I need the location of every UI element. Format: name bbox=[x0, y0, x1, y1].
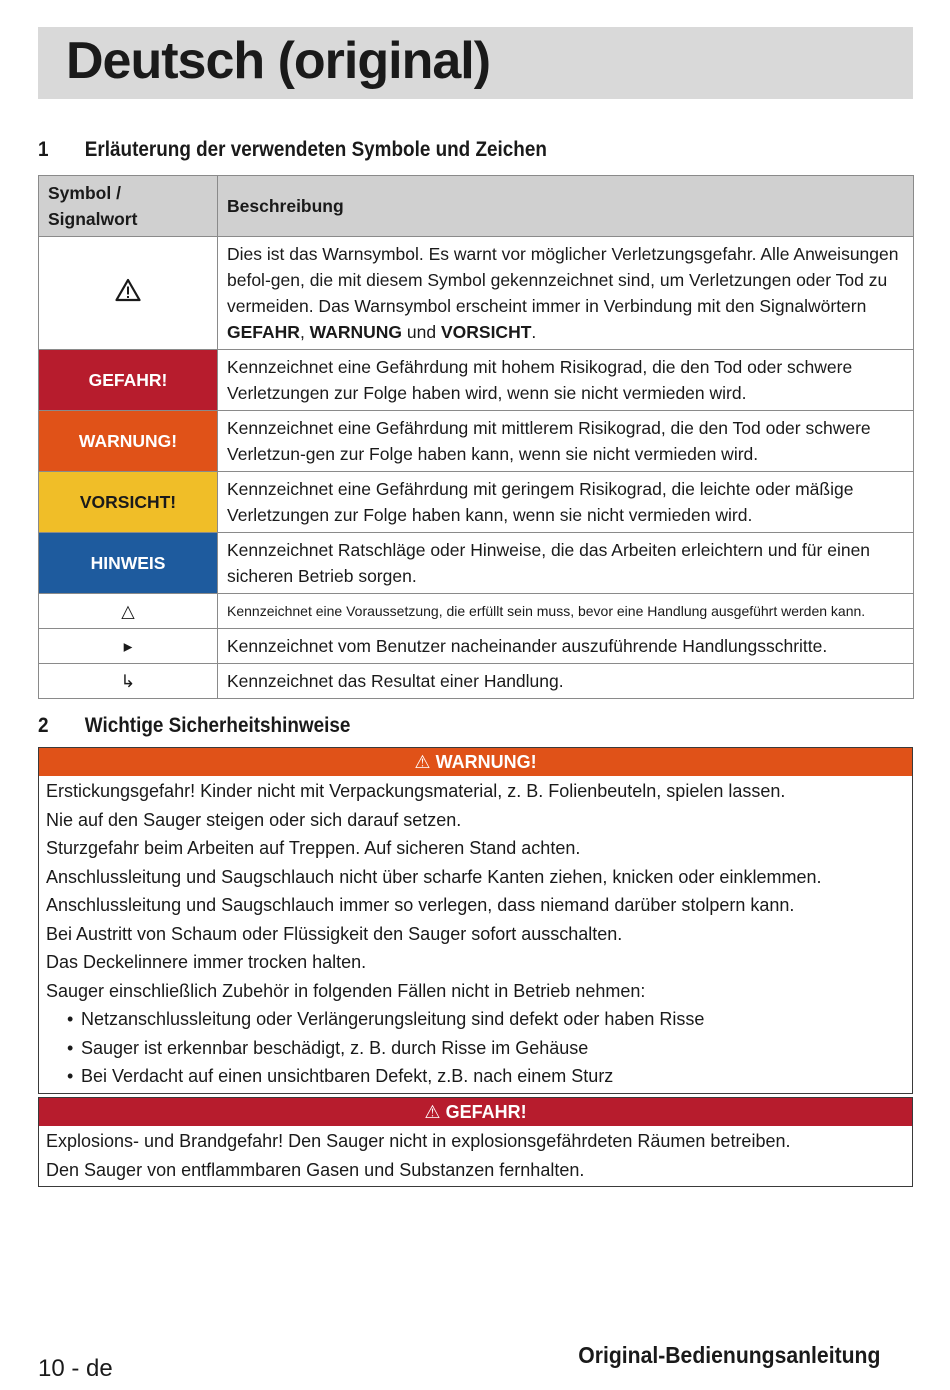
warning-triangle-icon bbox=[115, 278, 141, 302]
table-row-vorsicht bbox=[39, 472, 914, 533]
table-row-prerequisite bbox=[39, 594, 914, 629]
section-1-title: Erläuterung der verwendeten Symbole und Zeichen bbox=[84, 138, 547, 161]
warning-line: Das Deckelinnere immer trocken halten. bbox=[46, 952, 367, 972]
prerequisite-triangle-icon: △ bbox=[39, 594, 218, 629]
table-row-warning-symbol bbox=[39, 237, 914, 350]
action-step-arrow-icon: ▸ bbox=[39, 629, 218, 664]
col-header-description: Beschreibung bbox=[218, 176, 914, 237]
warning-line: Bei Austritt von Schaum oder Flüssigkeit den Sauger sofort ausschalten. bbox=[46, 923, 623, 944]
result-arrow-icon: ↳ bbox=[39, 664, 218, 699]
warning-box bbox=[38, 747, 913, 1094]
section-2-heading bbox=[38, 714, 350, 738]
document-title: Original-Bedienungsanleitung bbox=[577, 1342, 880, 1368]
symbols-table bbox=[38, 175, 914, 699]
table-row-gefahr bbox=[39, 350, 914, 411]
danger-line: Den Sauger von entflammbaren Gasen und Substanzen fernhalten. bbox=[46, 1159, 585, 1180]
table-row-action-step bbox=[39, 629, 914, 664]
signal-word-vorsicht: VORSICHT! bbox=[39, 472, 218, 533]
section-1-number: 1 bbox=[38, 138, 49, 161]
section-2-number: 2 bbox=[38, 714, 49, 737]
danger-line: Explosions- und Brandgefahr! Den Sauger nicht in explosionsgefährdeten Räumen betreiben. bbox=[46, 1131, 791, 1151]
warning-line: Anschlussleitung und Saugschlauch nicht über scharfe Kanten ziehen, knicken oder einklemmen. bbox=[46, 866, 822, 887]
warning-box-title: WARNUNG! bbox=[435, 752, 537, 772]
warning-symbol-icon bbox=[39, 237, 218, 350]
title-bar bbox=[38, 27, 913, 99]
table-row-result bbox=[39, 664, 914, 699]
warning-bullet-item: • Bei Verdacht auf einen unsichtbaren Defekt, z.B. nach einem Sturz bbox=[46, 1062, 905, 1091]
warning-line: Sauger einschließlich Zubehör in folgenden Fällen nicht in Betrieb nehmen: bbox=[46, 980, 646, 1001]
danger-box-body bbox=[39, 1126, 912, 1186]
signal-word-warnung: WARNUNG! bbox=[39, 411, 218, 472]
warning-bullet-item: • Sauger ist erkennbar beschädigt, z. B. durch Risse im Gehäuse bbox=[46, 1034, 905, 1063]
hinweis-description: Kennzeichnet Ratschläge oder Hinweise, die das Arbeiten erleichtern und für einen sicheren Betrieb sorgen. bbox=[218, 533, 914, 594]
warning-line: Anschlussleitung und Saugschlauch immer so verlegen, dass niemand darüber stolpern kann. bbox=[46, 895, 795, 915]
table-row-hinweis bbox=[39, 533, 914, 594]
warning-box-body bbox=[39, 776, 912, 1093]
section-1-heading bbox=[38, 138, 547, 162]
page-number: 10 - de bbox=[38, 1355, 113, 1382]
warning-symbol-description: Dies ist das Warnsymbol. Es warnt vor möglicher Verletzungsgefahr. Alle Anweisungen befol-gen, die mit diesem Symbol gekennzeichnet sind, um Verletzungen oder Tod zu vermeiden. Das Warnsymbol erscheint immer in Verbindung mit den Signalwörtern GEFAHR, WARNUNG und VORSICHT. bbox=[218, 237, 914, 350]
warning-box-icon: ⚠ bbox=[414, 752, 431, 772]
danger-box bbox=[38, 1097, 913, 1187]
col-header-symbol: Symbol / Signalwort bbox=[39, 176, 218, 237]
warning-line: Sturzgefahr beim Arbeiten auf Treppen. Auf sicheren Stand achten. bbox=[46, 838, 581, 858]
action-step-description: Kennzeichnet vom Benutzer nacheinander auszuführende Handlungsschritte. bbox=[218, 629, 914, 664]
result-description: Kennzeichnet das Resultat einer Handlung. bbox=[218, 664, 914, 699]
warning-line: Erstickungsgefahr! Kinder nicht mit Verpackungsmaterial, z. B. Folienbeuteln, spielen lassen. bbox=[46, 781, 786, 801]
warning-box-header bbox=[39, 748, 912, 776]
warnung-description: Kennzeichnet eine Gefährdung mit mittlerem Risikograd, die den Tod oder schwere Verletzun-gen zur Folge haben kann, wenn sie nicht vermieden wird. bbox=[218, 411, 914, 472]
warning-line: Nie auf den Sauger steigen oder sich darauf setzen. bbox=[46, 809, 462, 830]
page-title: Deutsch (original) bbox=[66, 32, 491, 90]
prerequisite-description: Kennzeichnet eine Voraussetzung, die erfüllt sein muss, bevor eine Handlung ausgeführt werden kann. bbox=[218, 594, 914, 629]
signal-word-hinweis: HINWEIS bbox=[39, 533, 218, 594]
vorsicht-description: Kennzeichnet eine Gefährdung mit geringem Risikograd, die leichte oder mäßige Verletzungen zur Folge haben kann, wenn sie nicht vermieden wird. bbox=[218, 472, 914, 533]
warning-bullet-item: • Netzanschlussleitung oder Verlängerungsleitung sind defekt oder haben Risse bbox=[46, 1005, 905, 1034]
signal-word-gefahr: GEFAHR! bbox=[39, 350, 218, 411]
danger-box-header bbox=[39, 1098, 912, 1126]
table-header-row bbox=[39, 176, 914, 237]
danger-box-icon: ⚠ bbox=[424, 1102, 441, 1122]
danger-box-title: GEFAHR! bbox=[445, 1102, 527, 1122]
section-2-title: Wichtige Sicherheitshinweise bbox=[84, 714, 351, 737]
table-row-warnung bbox=[39, 411, 914, 472]
gefahr-description: Kennzeichnet eine Gefährdung mit hohem Risikograd, die den Tod oder schwere Verletzungen zur Folge haben wird, wenn sie nicht vermieden wird. bbox=[218, 350, 914, 411]
